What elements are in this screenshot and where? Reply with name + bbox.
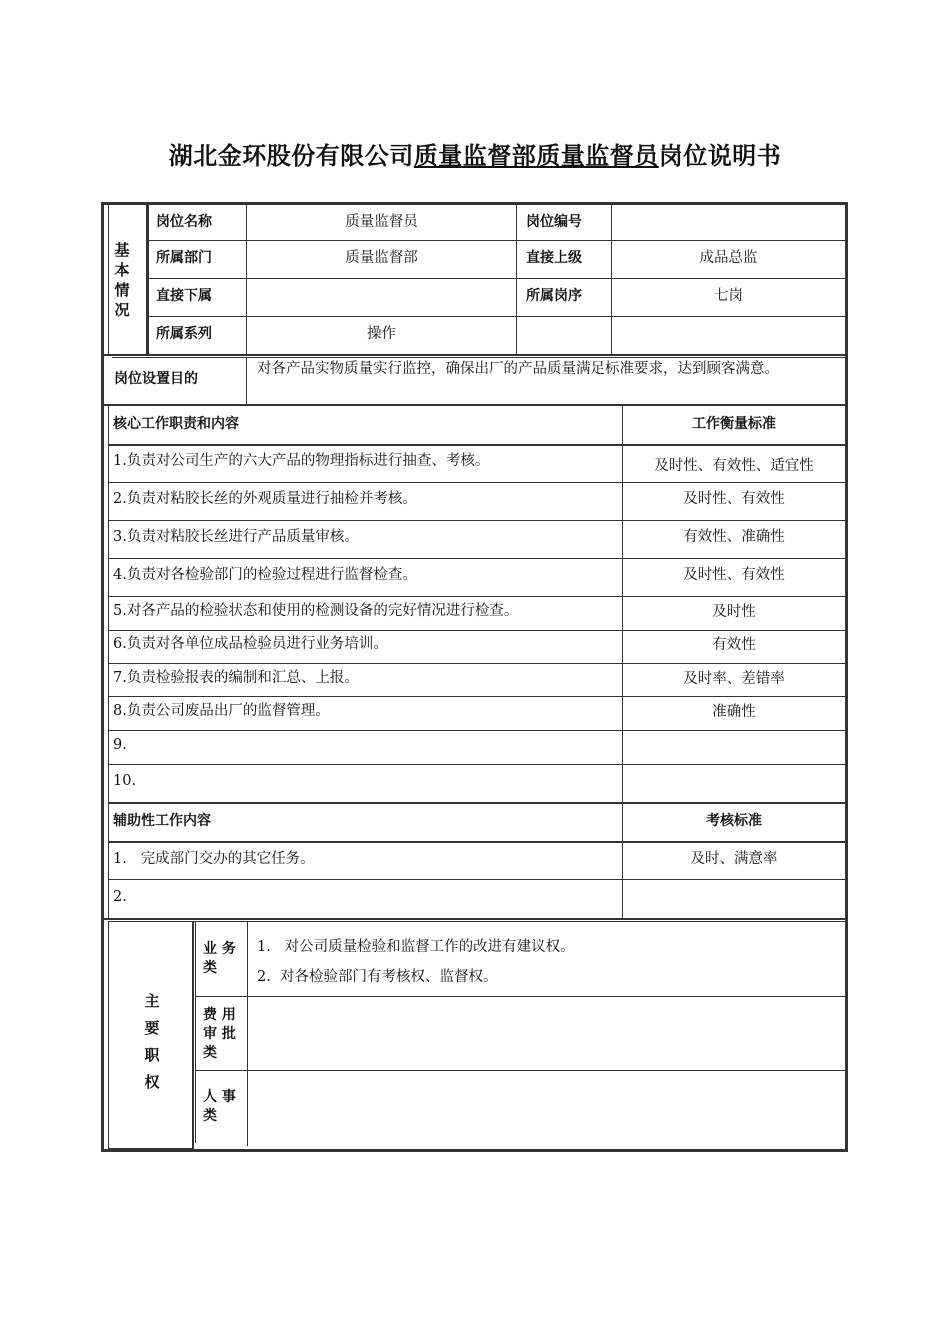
- job-title-value: 质量监督员: [345, 214, 418, 230]
- aux-duties-header: 辅助性工作内容: [113, 813, 211, 829]
- label-char: 职: [144, 1046, 160, 1064]
- supervisor-value: 成品总监: [699, 250, 758, 266]
- purpose-text: 对各产品实物质量实行监控，确保出厂的产品质量满足标准要求，达到顾客满意。: [257, 361, 779, 377]
- category-line: 类: [203, 1108, 217, 1124]
- authority-items-business: [257, 932, 842, 992]
- duty-standard: 有效性、准确性: [683, 529, 785, 545]
- job-grade-value: 七岗: [714, 288, 743, 304]
- duty-standard: 准确性: [712, 704, 756, 720]
- duty-standard: 有效性: [712, 637, 756, 653]
- label-char: 本: [114, 261, 130, 279]
- duty-row: 3.负责对粘胶长丝进行产品质量审核。: [113, 529, 359, 545]
- aux-standard: 及时、满意率: [690, 851, 778, 867]
- duty-row: 5.对各产品的检验状态和使用的检测设备的完好情况进行检查。: [113, 603, 519, 619]
- authority-category-business: [203, 940, 247, 978]
- duty-row: 10.: [113, 773, 137, 789]
- job-series-value: 操作: [367, 326, 396, 342]
- category-line: 审 批: [203, 1026, 236, 1042]
- title-underlined: 质量监督部质量监督员: [413, 142, 659, 170]
- duty-standard: 及时率、差错率: [683, 671, 785, 687]
- duty-row: 6.负责对各单位成品检验员进行业务培训。: [113, 636, 388, 652]
- duty-standard: 及时性、有效性、适宜性: [654, 458, 814, 474]
- duty-row: 1.负责对公司生产的六大产品的物理指标进行抽查、考核。: [113, 453, 490, 469]
- supervisor-label: 直接上级: [526, 250, 582, 266]
- job-code-label: 岗位编号: [526, 214, 582, 230]
- category-line: 费 用: [203, 1007, 236, 1023]
- authority-item: 1. 对公司质量检验和监督工作的改进有建议权。: [257, 939, 575, 955]
- authority-category-personnel: [203, 1088, 247, 1126]
- label-char: 情: [114, 281, 130, 299]
- duty-row: 8.负责公司废品出厂的监督管理。: [113, 703, 330, 719]
- label-char: 主: [144, 992, 160, 1010]
- duty-row: 9.: [113, 737, 127, 753]
- label-char: 况: [114, 301, 130, 319]
- label-char: 权: [144, 1073, 160, 1091]
- purpose-label: 岗位设置目的: [114, 371, 198, 387]
- authority-category-expense: [203, 1006, 247, 1063]
- authority-label: [138, 988, 166, 1096]
- title-suffix: 岗位说明书: [658, 142, 782, 170]
- duty-standard: 及时性、有效性: [683, 491, 785, 507]
- job-series-label: 所属系列: [156, 326, 212, 342]
- duty-row: 2.负责对粘胶长丝的外观质量进行抽检并考核。: [113, 491, 417, 507]
- label-char: 基: [114, 241, 130, 259]
- core-standard-header: 工作衡量标准: [692, 416, 776, 432]
- category-line: 人 事: [203, 1089, 236, 1105]
- core-duties-header: 核心工作职责和内容: [113, 416, 239, 432]
- job-grade-label: 所属岗序: [526, 288, 582, 304]
- category-line: 类: [203, 960, 217, 976]
- duty-standard: 及时性、有效性: [683, 567, 785, 583]
- aux-standard-header: 考核标准: [706, 813, 762, 829]
- label-char: 要: [144, 1019, 160, 1037]
- subordinates-label: 直接下属: [156, 288, 212, 304]
- aux-row: 2.: [113, 889, 127, 905]
- duty-row: 7.负责检验报表的编制和汇总、上报。: [113, 670, 359, 686]
- basic-info-label: [110, 240, 134, 320]
- aux-row: 1. 完成部门交办的其它任务。: [113, 851, 315, 867]
- page-title: [0, 136, 950, 171]
- duty-standard: 及时性: [712, 604, 756, 620]
- title-prefix: 湖北金环股份有限公司: [168, 142, 414, 170]
- job-title-label: 岗位名称: [156, 214, 212, 230]
- authority-item: 2. 对各检验部门有考核权、监督权。: [257, 969, 498, 985]
- department-label: 所属部门: [156, 250, 212, 266]
- duty-row: 4.负责对各检验部门的检验过程进行监督检查。: [113, 567, 417, 583]
- category-line: 业 务: [203, 941, 236, 957]
- department-value: 质量监督部: [345, 250, 418, 266]
- category-line: 类: [203, 1045, 217, 1061]
